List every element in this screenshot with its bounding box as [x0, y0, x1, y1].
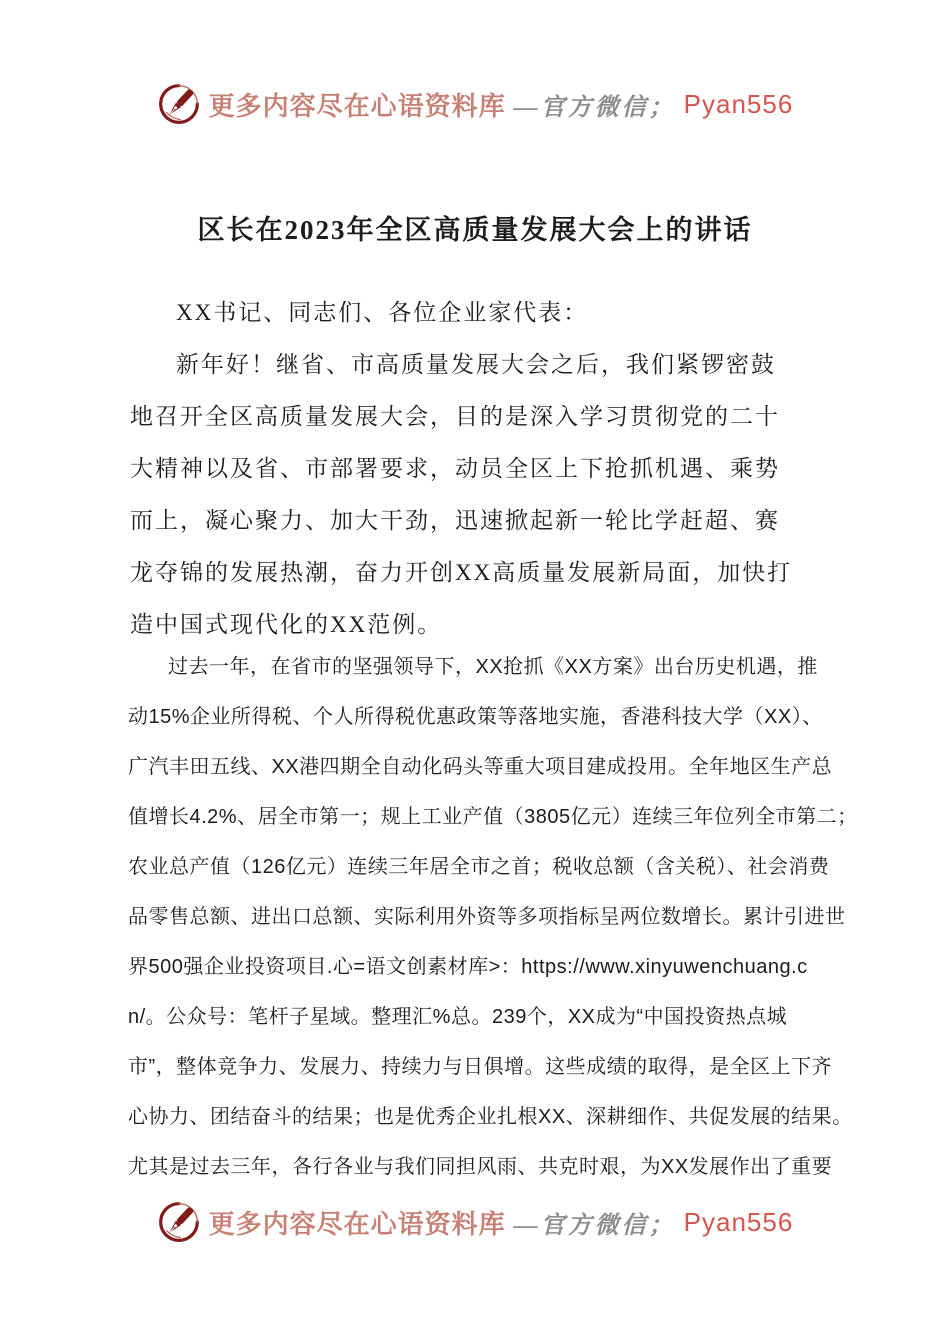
salutation-line: XX书记、同志们、各位企业家代表： [176, 300, 589, 325]
body-line: 心协力、团结奋斗的结果；也是优秀企业扎根XX、深耕细作、共促发展的结果。 [128, 1106, 853, 1128]
body-line-url: 界500强企业投资项目.心=语文创素材库>：https://www.xinyuwenchuang.c [128, 956, 808, 978]
body-line: 市”，整体竞争力、发展力、持续力与日俱增。这些成绩的取得，是全区上下齐 [128, 1056, 833, 1078]
body-line: 大精神以及省、市部署要求，动员全区上下抢抓机遇、乘势 [130, 456, 780, 481]
brand-wechat-id: Pyan556 [683, 1206, 794, 1237]
body-line: 龙夺锦的发展热潮，奋力开创XX高质量发展新局面，加快打 [130, 560, 793, 585]
pen-logo-icon [157, 82, 201, 126]
body-line: 地召开全区高质量发展大会，目的是深入学习贯彻党的二十 [130, 404, 780, 429]
pen-logo-icon [157, 1200, 201, 1244]
body-line: 新年好！继省、市高质量发展大会之后，我们紧锣密鼓 [176, 352, 776, 377]
body-line: 农业总产值（126亿元）连续三年居全市之首；税收总额（含关税）、社会消费 [128, 856, 830, 878]
brand-wechat-id: Pyan556 [683, 88, 794, 119]
body-line: 值增长4.2%、居全市第一；规上工业产值（3805亿元）连续三年位列全市第二； [128, 806, 858, 828]
body-line: 尤其是过去三年，各行各业与我们同担风雨、共克时艰，为XX发展作出了重要 [128, 1156, 833, 1178]
footer-brandbar [0, 1200, 950, 1244]
brand-wechat-label: —官方微信； [513, 94, 676, 121]
brand-wechat-label: —官方微信； [513, 1212, 676, 1239]
body-line: 过去一年，在省市的坚强领导下，XX抢抓《XX方案》出台历史机遇，推 [168, 656, 818, 678]
page-title: 区长在2023年全区高质量发展大会上的讲话 [197, 215, 753, 245]
body-line: 广汽丰田五线、XX港四期全自动化码头等重大项目建成投用。全年地区生产总 [128, 756, 833, 778]
brand-text: 更多内容尽在心语资料库 [208, 1209, 506, 1239]
body-line: 动15%企业所得税、个人所得税优惠政策等落地实施，香港科技大学（XX）、 [128, 706, 823, 728]
speech-review-section [128, 642, 858, 1192]
body-line: n/。公众号：笔杆子星域。整理汇%总。239个，XX成为“中国投资热点城 [128, 1006, 788, 1028]
body-line: 造中国式现代化的XX范例。 [130, 612, 443, 637]
body-line: 而上，凝心聚力、加大干劲，迅速掀起新一轮比学赶超、赛 [130, 508, 780, 533]
speech-opening-section [130, 287, 850, 651]
header-brandbar [0, 82, 950, 126]
body-line: 品零售总额、进出口总额、实际利用外资等多项指标呈两位数增长。累计引进世 [128, 906, 846, 928]
brand-text: 更多内容尽在心语资料库 [208, 91, 506, 121]
